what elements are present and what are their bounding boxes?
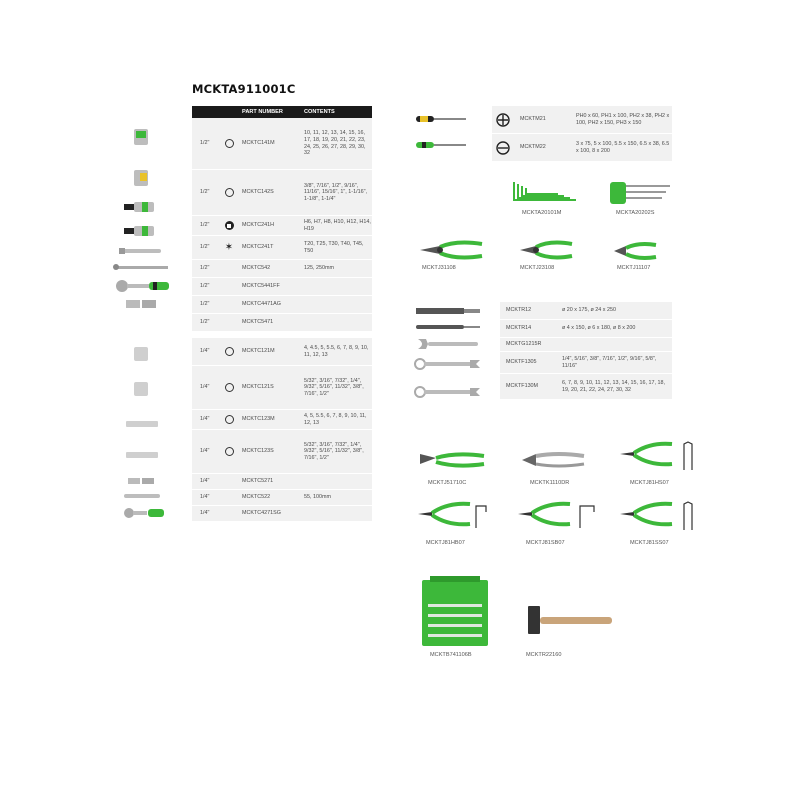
socket-profile-icon [225, 383, 234, 392]
table-row [192, 506, 372, 522]
slotted-tip-icon [492, 141, 514, 155]
table-row [192, 170, 372, 216]
contents: 6, 7, 8, 9, 10, 11, 12, 13, 14, 15, 16, 17, 18, 19, 20, 21, 22, 24, 27, 30, 32 [562, 379, 665, 393]
tool-chest-image [420, 574, 490, 648]
contents: 5/32", 3/16", 7/32", 1/4", 9/32", 5/16", 11/32", 3/8", 7/16", 1/2" [304, 441, 364, 461]
socket-image [131, 127, 151, 147]
contents: ø 4 x 150, ø 6 x 180, ø 8 x 200 [562, 325, 636, 332]
circlip-pliers-image [616, 438, 696, 472]
part-number: MCKTC522 [242, 494, 271, 501]
part-number: MCKTC5471 [242, 319, 274, 326]
part-number: MCKTC123M [242, 416, 275, 423]
hex-bit-icon [225, 221, 234, 230]
table-row [192, 430, 372, 474]
extension-bar-image [122, 492, 162, 500]
part-number: MCKTC121S [242, 384, 274, 391]
phillips-tip-icon [492, 113, 514, 127]
profile-cell [218, 347, 240, 356]
screwdriver-table [492, 106, 672, 162]
part-number: MCKTC4271SG [242, 510, 281, 517]
universal-joint-image [124, 297, 160, 311]
flex-handle-image [110, 262, 172, 272]
socket-image [131, 345, 151, 363]
contents: 3 x 75, 5 x 100, 5.5 x 150, 6.5 x 38, 6.5 x 100, 8 x 200 [576, 140, 670, 154]
part-number: MCKTC121M [242, 348, 275, 355]
contents: H6, H7, H8, H10, H12, H14, H19 [304, 218, 371, 232]
socket-image [131, 168, 151, 188]
table-row [192, 490, 372, 506]
table-header [192, 106, 372, 118]
contents: 55, 100mm [304, 494, 331, 501]
combination-wrench-image [414, 358, 484, 370]
part-number: MCKTC141M [242, 140, 275, 147]
extension-bar-image [117, 246, 165, 256]
drive-size: 1/4" [200, 384, 210, 391]
drive-size: 1/4" [200, 510, 210, 517]
contents: 125, 250mm [304, 265, 334, 272]
contents: 10, 11, 12, 13, 14, 15, 16, 17, 18, 19, 20, 21, 22, 23, 24, 25, 26, 27, 28, 29, 30, 32 [304, 130, 366, 157]
drive-size: 1/2" [200, 283, 210, 290]
item-label: MCKTA20101M [522, 210, 562, 216]
part-number: MCKTC142S [242, 189, 274, 196]
item-label: MCKTJ31108 [422, 265, 456, 271]
profile-cell [218, 383, 240, 392]
profile-cell [218, 221, 240, 230]
part-number: MCKTF130M [506, 383, 539, 390]
profile-cell [218, 415, 240, 424]
table-row [500, 320, 672, 338]
contents: 4, 5, 5.5, 6, 7, 8, 9, 10, 11, 12, 13 [304, 412, 367, 426]
drive-size: 1/4" [200, 494, 210, 501]
item-label: MCKTJ23108 [520, 265, 555, 271]
adjustable-wrench-image [414, 337, 484, 351]
part-number: MCKTM21 [520, 116, 546, 123]
round-file-image [414, 322, 484, 332]
hex-bit-socket-image [122, 200, 160, 214]
phillips-screwdriver-image [414, 113, 470, 125]
profile-cell [218, 243, 240, 253]
hex-key-set-image [604, 178, 674, 208]
table-row [192, 236, 372, 260]
profile-cell [218, 188, 240, 197]
part-number: MCKTR12 [506, 307, 532, 314]
circlip-pliers-image [616, 498, 696, 532]
contents: ø 20 x 175, ø 24 x 250 [562, 307, 616, 314]
kit-title: MCKTA911001C [192, 82, 296, 96]
socket-image [131, 380, 151, 398]
item-label: MCKTJ51710C [428, 480, 467, 486]
drive-size: 1/4" [200, 416, 210, 423]
contents: 1/4", 5/16", 3/8", 7/16", 1/2", 9/16", 5/8", 11/16" [562, 355, 657, 369]
socket-profile-icon [225, 415, 234, 424]
table-row [192, 296, 372, 314]
table-row [192, 278, 372, 296]
table-row [192, 216, 372, 236]
socket-profile-icon [225, 139, 234, 148]
slotted-screwdriver-image [414, 139, 470, 151]
item-label: MCKTJ11107 [617, 265, 651, 271]
part-number: MCKTC241T [242, 244, 274, 251]
table-row [192, 118, 372, 170]
water-pump-pliers-image [416, 448, 488, 472]
table-row [192, 260, 372, 278]
part-number: MCKTM22 [520, 144, 546, 151]
flat-file-image [414, 306, 484, 316]
torx-bit-socket-image [122, 224, 160, 238]
drive-size: 1/2" [200, 244, 210, 251]
contents: T20, T25, T30, T40, T45, T50 [304, 240, 364, 254]
universal-joint-image [126, 475, 158, 487]
drive-size: 1/4" [200, 478, 210, 485]
drive-size: 1/4" [200, 348, 210, 355]
socket-profile-icon [225, 347, 234, 356]
header-contents: CONTENTS [304, 108, 335, 115]
item-label: MCKTB741106B [430, 652, 472, 658]
pliers-image [416, 238, 486, 262]
table-row [500, 374, 672, 400]
item-label: MCKTA20202S [616, 210, 655, 216]
drive-size: 1/2" [200, 140, 210, 147]
table-row [500, 302, 672, 320]
part-number: MCKTC241H [242, 222, 275, 229]
quarter-inch-socket-table [192, 338, 372, 522]
contents: PH0 x 60, PH1 x 100, PH2 x 38, PH2 x 100, PH2 x 150, PH3 x 150 [576, 112, 670, 126]
header-part-number: PART NUMBER [242, 108, 283, 115]
contents: 5/32", 3/16", 7/32", 1/4", 9/32", 5/16", 11/32", 3/8", 7/16", 1/2" [304, 377, 364, 397]
torx-bit-icon: ✶ [224, 241, 234, 253]
locking-pliers-image [518, 448, 588, 472]
table-row [500, 352, 672, 374]
part-number: MCKTC542 [242, 265, 271, 272]
part-number: MCKTC5441FF [242, 283, 280, 290]
drive-size: 1/2" [200, 189, 210, 196]
item-label: MCKTJ81HS07 [630, 480, 669, 486]
socket-profile-icon [225, 447, 234, 456]
drive-size: 1/2" [200, 319, 210, 326]
half-inch-socket-table [192, 106, 372, 332]
item-label: MCKTK1110DR [530, 480, 570, 486]
hex-key-set-image [510, 178, 580, 208]
hammer-image [520, 604, 616, 638]
contents: 3/8", 7/16", 1/2", 9/16", 11/16", 15/16", 1", 1-1/16", 1-1/8", 1-1/4" [304, 182, 367, 202]
profile-cell [218, 447, 240, 456]
drive-size: 1/2" [200, 265, 210, 272]
item-label: MCKTJ81HB07 [426, 540, 465, 546]
item-label: MCKTJ81SB07 [526, 540, 565, 546]
table-row [492, 106, 672, 134]
part-number: MCKTG1215R [506, 341, 542, 348]
table-row [500, 338, 672, 352]
table-row [192, 474, 372, 490]
part-number: MCKTC4471AG [242, 301, 281, 308]
table-row [192, 366, 372, 410]
table-row [492, 134, 672, 162]
files-wrenches-table [500, 302, 672, 400]
cutting-pliers-image [610, 240, 660, 262]
deep-socket-image [124, 450, 160, 460]
drive-size: 1/2" [200, 222, 210, 229]
item-label: MCKTJ81SS07 [630, 540, 669, 546]
combination-wrench-image [414, 386, 484, 398]
contents: 4, 4.5, 5, 5.5, 6, 7, 8, 9, 10, 11, 12, 13 [304, 344, 369, 358]
circlip-pliers-image [514, 498, 604, 532]
drive-size: 1/2" [200, 301, 210, 308]
socket-profile-icon [225, 188, 234, 197]
ratchet-image [122, 507, 166, 519]
part-number: MCKTC5271 [242, 478, 274, 485]
drive-size: 1/4" [200, 448, 210, 455]
profile-cell [218, 139, 240, 148]
item-label: MCKTR22160 [526, 652, 562, 658]
part-number: MCKTF1305 [506, 359, 537, 366]
table-row [192, 314, 372, 332]
pliers-image [516, 238, 576, 262]
circlip-pliers-image [414, 498, 494, 532]
table-row [192, 410, 372, 430]
table-row [192, 338, 372, 366]
ratchet-image [113, 279, 173, 293]
part-number: MCKTR14 [506, 325, 532, 332]
deep-socket-image [124, 419, 160, 429]
part-number: MCKTC123S [242, 448, 274, 455]
